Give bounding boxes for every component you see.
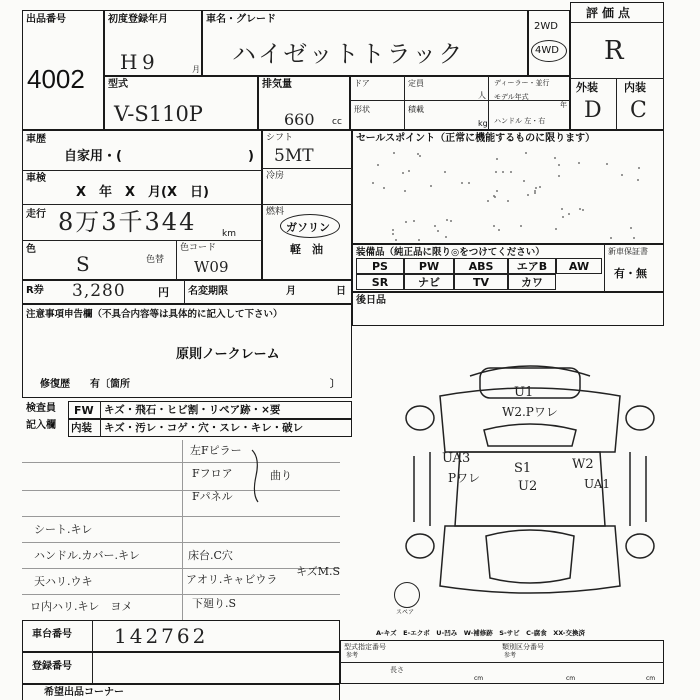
cm-unit-2: cm (566, 675, 576, 682)
repair-end: 〕 (330, 379, 340, 390)
cc-unit: cc (332, 117, 342, 127)
damage-mark-7: W2 (572, 457, 594, 472)
fw-vdiv (100, 401, 101, 437)
km-unit: km (222, 229, 236, 239)
chassis-value: 142762 (114, 624, 209, 648)
panel-suffix: 曲り (270, 469, 292, 482)
fuel-label: 燃料 (266, 207, 285, 217)
day-label: 日 (336, 286, 346, 297)
history-div-1 (22, 170, 262, 171)
category-label: 類別区分番号 (502, 643, 544, 651)
year-unit: 年 (560, 101, 567, 109)
no-claim-text: 原則ノークレーム (176, 347, 280, 362)
exhibit-label: 希望出品コーナー (44, 687, 124, 698)
ext-label: 外装 (576, 81, 598, 94)
dealer-label: ディーラー・並行 (494, 79, 550, 87)
inspection-value: X 年 X 月(X 日) (76, 185, 209, 200)
grade-label: 評価点 (586, 6, 635, 20)
note-line (22, 568, 340, 569)
damage-mark-1: U1 (514, 385, 534, 400)
left-note-3: 天ハリ.ウキ (34, 575, 93, 588)
displacement-value: 660 (284, 110, 315, 129)
first-reg-era: H (120, 50, 138, 74)
door-vdiv-2 (488, 76, 489, 130)
warranty-vdiv (604, 244, 605, 292)
note-line (22, 542, 340, 543)
ext-int-divider (616, 78, 617, 130)
aftermarket-box (352, 292, 664, 326)
ext-value: D (584, 98, 602, 123)
bed-note-3: 下廻り.S (192, 597, 237, 610)
grade-value: R (604, 36, 624, 66)
speck (527, 194, 529, 196)
model-value: V-S110P (114, 102, 203, 126)
caution-label: 注意事項申告欄（不具合内容等は具体的に記入して下さい） (26, 309, 283, 320)
yen-unit: 円 (158, 286, 169, 299)
history-div-3 (22, 240, 262, 241)
speck (498, 229, 500, 231)
damage-mark-2: W2.Pワレ (502, 405, 558, 419)
damage-mark-6: U2 (518, 479, 538, 494)
reg-label: 登録番号 (32, 661, 72, 672)
car-name-label: 車名・グレード (206, 14, 276, 25)
left-note-1: シート.キレ (34, 523, 93, 536)
legend-text: A-キズ E-エクボ U-凹み W-補修跡 S-サビ C-腐食 XX-交換済 (376, 629, 585, 637)
door-vdiv-1 (404, 76, 405, 130)
note-line (22, 462, 340, 463)
aftermarket-label: 後日品 (356, 295, 386, 306)
color-change-label: 色替 (146, 255, 165, 265)
equipment-item-エアB: エアB (508, 258, 556, 274)
speck (578, 162, 580, 164)
fw-line: キズ・飛石・ヒビ割・リペア跡・×要 (104, 404, 281, 416)
inspector-label: 検査員 (26, 403, 56, 414)
bed-suffix: キズM.S (296, 565, 341, 578)
equipment-item-PW: PW (404, 258, 454, 274)
equipment-item-AW: AW (556, 258, 602, 274)
damage-mark-8: UA1 (584, 477, 611, 491)
equipment-item-カワ: カワ (508, 274, 556, 290)
speck (561, 208, 563, 210)
speck (535, 187, 537, 189)
repair-label: 修復歴 有〔箇所 (40, 379, 130, 390)
note-line (22, 594, 340, 595)
left-note-2: ハンドル.カバー.キレ (34, 549, 140, 562)
shift-div-2 (262, 204, 352, 205)
door-label: ドア (354, 79, 370, 88)
equipment-item-TV: TV (454, 274, 508, 290)
kg-unit: kg (478, 119, 488, 128)
recycle-value: 3,280 (72, 281, 126, 301)
name-change-label: 名変期限 (188, 286, 228, 297)
bed-note-1: 床台.C穴 (188, 549, 233, 562)
speck (437, 230, 439, 232)
speck (554, 157, 556, 159)
history-end: ) (248, 149, 254, 164)
speck (493, 195, 495, 197)
equipment-item-ABS: ABS (454, 258, 508, 274)
speck (445, 236, 447, 238)
int-value: C (630, 98, 647, 123)
int-label: 内装 (624, 81, 646, 94)
damage-mark-5: S1 (514, 461, 532, 476)
equipment-label: 装備品（純正品に限り◎をつけてください） (356, 247, 545, 258)
warranty-value: 有・無 (614, 267, 647, 280)
bed-note-2: アオリ.キャビウラ (186, 573, 278, 586)
int-line: キズ・汚レ・コゲ・穴・スレ・キレ・破レ (104, 422, 304, 434)
recycle-label: R券 (26, 285, 44, 296)
first-reg-label: 初度登録年月 (108, 14, 168, 25)
model-year-label: モデル年式 (494, 93, 529, 101)
left-note-4: ロ内ハリ.キレ ヨメ (30, 600, 133, 613)
month-label: 月 (286, 286, 296, 297)
inspection-label: 車検 (26, 173, 46, 184)
mileage-value: 8万3千344 (58, 208, 197, 236)
speck (495, 171, 497, 173)
panel-note-1: 左Fピラー (190, 444, 242, 457)
speck (638, 167, 640, 169)
panel-note-2: Fフロア (192, 467, 233, 480)
lot-number: 4002 (27, 64, 85, 94)
history-value: 自家用・( (64, 149, 122, 164)
note-vline (182, 440, 183, 620)
designation-label: 型式指定番号 (344, 643, 386, 651)
fuel-gas: ガソリン (286, 221, 330, 234)
fuel-gas-circle (280, 214, 340, 238)
spare-tire-circle (394, 582, 420, 608)
shift-value: 5MT (274, 146, 314, 166)
speck (510, 171, 512, 173)
cm-unit-3: cm (646, 675, 656, 682)
entry-label: 記入欄 (26, 420, 56, 431)
fw-label: FW (74, 404, 94, 417)
spare-label: スペア (396, 609, 415, 616)
speck (621, 174, 623, 176)
damage-mark-3: UA3 (442, 451, 471, 466)
speck (377, 164, 379, 166)
history-div-2 (22, 204, 262, 205)
new-warranty-label: 新車保証書 (608, 247, 648, 256)
sales-point-box (352, 130, 664, 244)
equipment-item-ナビ: ナビ (404, 274, 454, 290)
speck (496, 190, 498, 192)
speck (523, 180, 525, 182)
length-label: 長さ (390, 666, 404, 674)
speck (404, 190, 406, 192)
cm-unit-1: cm (474, 675, 484, 682)
cooler-label: 冷房 (266, 171, 285, 181)
panel-note-3: Fパネル (192, 490, 233, 503)
chassis-label: 車台番号 (32, 629, 72, 640)
damage-mark-4: Pワレ (448, 471, 481, 485)
drive-4wd: 4WD (535, 45, 559, 56)
ref-label-1: 参考 (346, 652, 359, 659)
shift-div-1 (262, 168, 352, 169)
speck (418, 239, 420, 241)
speck (568, 213, 570, 215)
fuel-diesel: 軽 油 (290, 243, 323, 256)
recycle-vdiv (184, 280, 185, 304)
int-box-label: 内装 (71, 422, 92, 434)
door-divider (350, 100, 570, 101)
capacity-label: 定員 (408, 79, 424, 88)
speck (393, 152, 395, 154)
designation-div (340, 662, 664, 663)
car-name-value: ハイゼットトラック (232, 40, 465, 68)
shape-label: 形状 (354, 105, 370, 114)
grade-divider-2 (570, 78, 664, 79)
equipment-item-PS: PS (356, 258, 404, 274)
color-vdiv (176, 240, 177, 280)
person-unit: 人 (478, 91, 486, 100)
speck (413, 220, 415, 222)
first-reg-year: 9 (142, 50, 155, 74)
shift-label: シフト (266, 133, 294, 143)
lot-label: 出品番号 (26, 14, 66, 25)
drive-2wd: 2WD (534, 21, 558, 32)
first-reg-month-unit: 月 (192, 65, 200, 74)
speck (461, 182, 463, 184)
ref-label-2: 参考 (504, 652, 517, 659)
sales-point-label: セールスポイント（正常に機能するものに限ります） (356, 133, 596, 144)
color-code-label: 色コード (180, 243, 217, 253)
speck (446, 219, 448, 221)
speck (539, 186, 541, 188)
color-code-value: W09 (194, 258, 229, 276)
equipment-item-SR: SR (356, 274, 404, 290)
load-label: 積載 (408, 105, 424, 114)
model-label: 型式 (108, 79, 128, 90)
note-line (22, 490, 340, 491)
mileage-label: 走行 (26, 209, 46, 220)
brace-mark (248, 448, 264, 504)
color-label: 色 (26, 244, 36, 255)
grade-divider (570, 22, 664, 23)
displacement-label: 排気量 (262, 79, 292, 90)
history-label: 車歴 (26, 134, 46, 145)
color-value: S (76, 252, 90, 276)
note-line (22, 516, 340, 517)
handle-label: ハンドル 左・右 (494, 117, 546, 125)
